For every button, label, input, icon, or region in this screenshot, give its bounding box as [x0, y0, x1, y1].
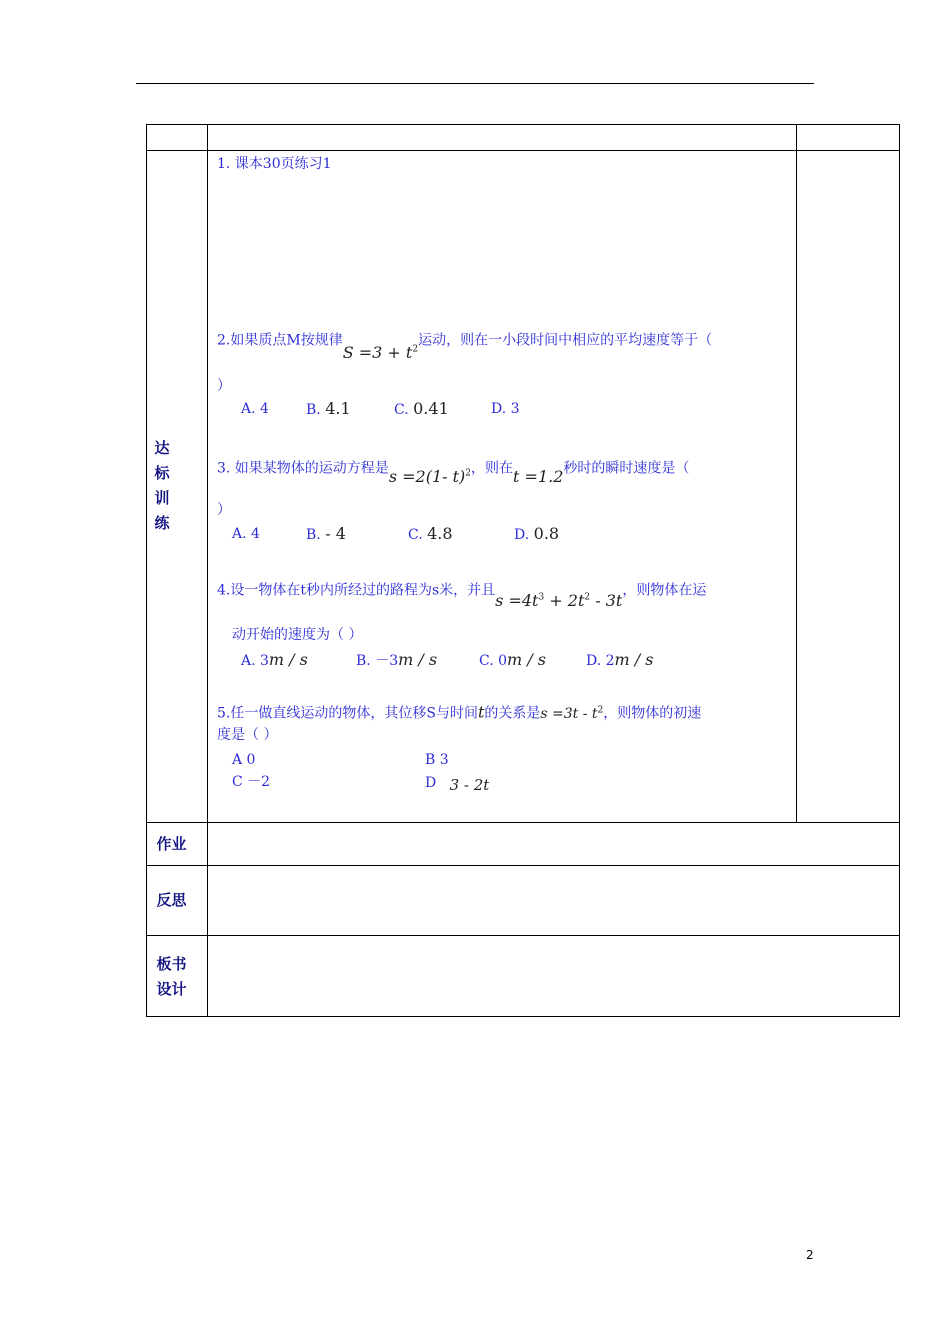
question-4-cont: 动开始的速度为（ ） — [232, 627, 363, 643]
q4-option-c: C. 0m / s — [479, 650, 546, 669]
question-5-cont: 度是（ ） — [217, 727, 278, 743]
page-number: 2 — [806, 1248, 814, 1262]
question-2: 2.如果质点M按规律$S =3 + t^2$运动，则在一小段时间中相应的平均速度等于（ — [217, 332, 713, 363]
q3-option-b: B. - 4 — [306, 524, 346, 543]
q5-option-c: C －2 — [232, 774, 271, 790]
section-homework-label: 作业 — [156, 835, 187, 853]
question-3-cont: ） — [217, 502, 231, 518]
q5-option-d: D 3 - 2t — [425, 775, 490, 794]
q5-option-b: B 3 — [425, 752, 449, 768]
lesson-table — [146, 124, 900, 1017]
q3-option-d: D. 0.8 — [514, 524, 560, 543]
q2-option-c: C. 0.41 — [394, 399, 449, 418]
section-board-design-label: 板书 设计 — [156, 955, 187, 998]
q4-option-b: B. －3m / s — [356, 650, 438, 669]
q4-option-d: D. 2m / s — [586, 650, 654, 669]
section-practice-label: 达标训练 — [154, 439, 170, 532]
q5-option-a: A 0 — [232, 752, 256, 768]
question-3: 3. 如果某物体的运动方程是s =2(1- t)$^2$，则在t =1.2秒时的瞬时速度是（ — [217, 460, 690, 487]
question-2-cont: ） — [217, 378, 231, 394]
q2-option-b: B. 4.1 — [306, 399, 351, 418]
question-1: 1. 课本30页练习1 — [217, 156, 332, 172]
q2-option-a: A. 4 — [241, 401, 269, 417]
q3-option-c: C. 4.8 — [408, 524, 453, 543]
header-rule — [136, 83, 814, 84]
question-5: 5.任一做直线运动的物体，其位移S与时间t的关系是$s =3t - t^2$，则物体的初速 — [217, 702, 702, 722]
q2-option-d: D. 3 — [491, 401, 520, 417]
q3-option-a: A. 4 — [232, 526, 260, 542]
question-4: 4.设一物体在t秒内所经过的路程为s米，并且$s =4t^3 + 2t^2 - 3t$，则物体在运 — [217, 582, 707, 611]
q4-option-a: A. 3m / s — [241, 650, 308, 669]
section-reflection-label: 反思 — [156, 891, 187, 909]
